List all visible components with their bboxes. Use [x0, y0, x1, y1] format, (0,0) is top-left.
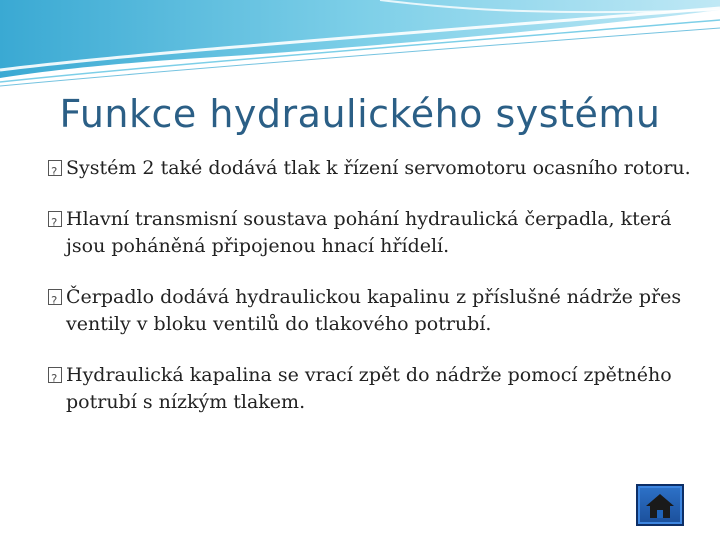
bullet-list	[48, 155, 698, 440]
bullet-glyph-icon	[48, 211, 62, 227]
bullet-text: Hlavní transmisní soustava pohání hydraulická čerpadla, která jsou poháněná připojenou hnací hřídelí.	[66, 208, 672, 257]
bullet-text: Hydraulická kapalina se vrací zpět do nádrže pomocí zpětného potrubí s nízkým tlakem.	[66, 364, 672, 413]
bullet-glyph-icon	[48, 289, 62, 305]
home-icon	[638, 486, 682, 524]
bullet-item	[48, 284, 698, 338]
bullet-text: Čerpadlo dodává hydraulickou kapalinu z příslušné nádrže přes ventily v bloku ventilů do tlakového potrubí.	[66, 286, 682, 335]
bullet-item	[48, 362, 698, 416]
home-button[interactable]	[636, 484, 684, 526]
bullet-glyph-icon	[48, 160, 62, 176]
slide-title: Funkce hydraulického systému	[59, 92, 661, 136]
bullet-glyph-icon	[48, 367, 62, 383]
bullet-text: Systém 2 také dodává tlak k řízení servomotoru ocasního rotoru.	[66, 157, 691, 179]
header-wave-decoration	[0, 0, 720, 90]
bullet-item	[48, 206, 698, 260]
bullet-item	[48, 155, 698, 182]
